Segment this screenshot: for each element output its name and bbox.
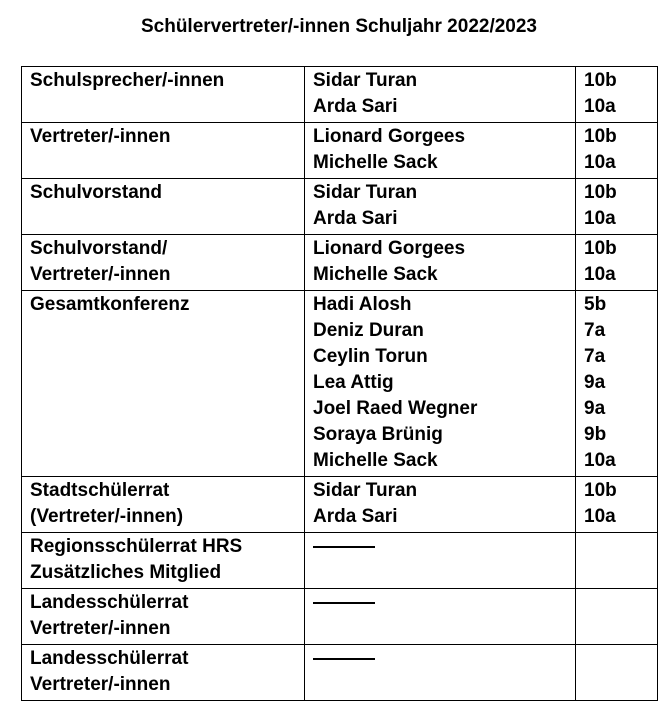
class-label: 10b — [584, 238, 617, 259]
blank-line-placeholder — [313, 590, 575, 616]
role-label: Schulsprecher/-innen — [30, 70, 225, 91]
names-cell — [305, 477, 576, 533]
class-label: 9a — [584, 398, 606, 419]
role-label: Gesamtkonferenz — [30, 294, 190, 315]
table-row — [22, 235, 658, 291]
class-label: 10b — [584, 480, 617, 501]
class-cell — [576, 477, 658, 533]
class-label: 10b — [584, 126, 617, 147]
blank-underline — [313, 534, 375, 548]
table-row — [22, 645, 658, 701]
table-row — [22, 477, 658, 533]
names-cell — [305, 67, 576, 123]
table-body — [22, 67, 658, 701]
role-cell — [22, 67, 305, 123]
student-name: Deniz Duran — [313, 320, 424, 341]
student-name: Arda Sari — [313, 96, 398, 117]
role-cell — [22, 533, 305, 589]
student-name: Arda Sari — [313, 506, 398, 527]
role-label: Vertreter/-innen — [30, 674, 171, 695]
class-label: 10a — [584, 208, 616, 229]
role-label: (Vertreter/-innen) — [30, 506, 184, 527]
table-row — [22, 123, 658, 179]
student-name: Sidar Turan — [313, 480, 418, 501]
names-cell — [305, 645, 576, 701]
role-label: Landesschülerrat — [30, 592, 189, 613]
student-name: Michelle Sack — [313, 152, 438, 173]
blank-underline — [313, 590, 375, 604]
class-label: 9a — [584, 372, 606, 393]
blank-line-placeholder — [313, 534, 575, 560]
names-cell — [305, 589, 576, 645]
document-title: Schülervertreter/-innen Schuljahr 2022/2023 — [140, 16, 537, 37]
names-cell — [305, 533, 576, 589]
student-name: Soraya Brünig — [313, 424, 443, 445]
student-name: Joel Raed Wegner — [313, 398, 478, 419]
class-label: 10a — [584, 152, 616, 173]
student-name: Lionard Gorgees — [313, 238, 466, 259]
class-label: 9b — [584, 424, 607, 445]
class-cell — [576, 123, 658, 179]
class-label: 10a — [584, 450, 616, 471]
class-label: 10a — [584, 506, 616, 527]
table-row — [22, 179, 658, 235]
class-cell — [576, 235, 658, 291]
class-cell — [576, 589, 658, 645]
class-label: 10a — [584, 264, 616, 285]
role-cell — [22, 179, 305, 235]
class-label: 7a — [584, 346, 606, 367]
student-name: Lea Attig — [313, 372, 394, 393]
role-cell — [22, 235, 305, 291]
student-name: Michelle Sack — [313, 264, 438, 285]
role-label: Vertreter/-innen — [30, 618, 171, 639]
table-row — [22, 67, 658, 123]
class-cell — [576, 533, 658, 589]
class-cell — [576, 291, 658, 477]
blank-underline — [313, 646, 375, 660]
role-label: Vertreter/-innen — [30, 264, 171, 285]
student-name: Ceylin Torun — [313, 346, 428, 367]
names-cell — [305, 235, 576, 291]
student-name: Hadi Alosh — [313, 294, 412, 315]
student-name: Lionard Gorgees — [313, 126, 466, 147]
role-label: Landesschülerrat — [30, 648, 189, 669]
names-cell — [305, 123, 576, 179]
table-row — [22, 589, 658, 645]
role-cell — [22, 589, 305, 645]
role-label: Vertreter/-innen — [30, 126, 171, 147]
table-row — [22, 533, 658, 589]
role-label: Stadtschülerrat — [30, 480, 170, 501]
names-cell — [305, 179, 576, 235]
role-cell — [22, 477, 305, 533]
role-label: Schulvorstand/ — [30, 238, 168, 259]
class-label: 5b — [584, 294, 607, 315]
role-label: Regionsschülerrat HRS — [30, 536, 243, 557]
representatives-table — [21, 66, 658, 701]
class-cell — [576, 179, 658, 235]
class-cell — [576, 67, 658, 123]
student-name: Sidar Turan — [313, 182, 418, 203]
role-cell — [22, 291, 305, 477]
student-name: Michelle Sack — [313, 450, 438, 471]
student-name: Sidar Turan — [313, 70, 418, 91]
student-name: Arda Sari — [313, 208, 398, 229]
table-row — [22, 291, 658, 477]
blank-line-placeholder — [313, 646, 575, 672]
role-cell — [22, 123, 305, 179]
class-label: 10a — [584, 96, 616, 117]
role-label: Schulvorstand — [30, 182, 162, 203]
names-cell — [305, 291, 576, 477]
class-label: 7a — [584, 320, 606, 341]
class-cell — [576, 645, 658, 701]
role-label: Zusätzliches Mitglied — [30, 562, 222, 583]
role-cell — [22, 645, 305, 701]
class-label: 10b — [584, 182, 617, 203]
class-label: 10b — [584, 70, 617, 91]
